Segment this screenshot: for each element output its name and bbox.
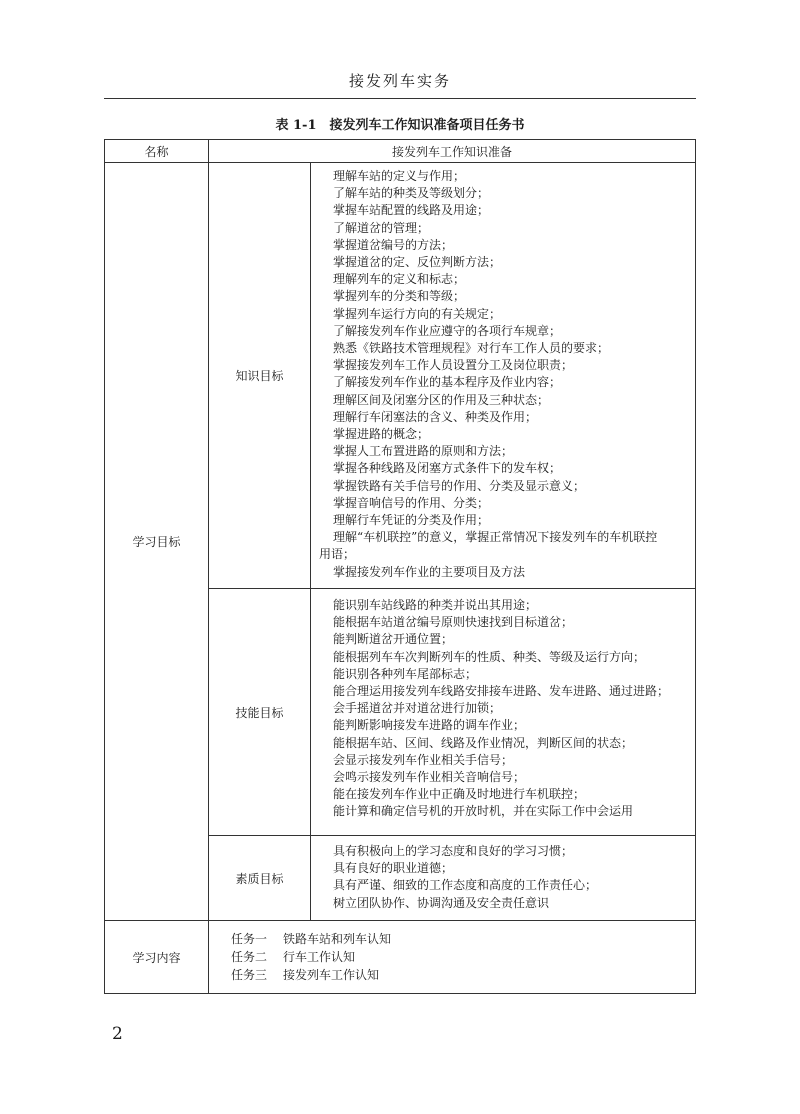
header-name-cell: 名称: [105, 140, 209, 163]
table-header-row: [105, 140, 696, 163]
list-item: 掌握铁路有关手信号的作用、分类及显示意义；: [333, 478, 586, 493]
list-item: [231, 966, 687, 984]
task-number: 任务三: [231, 967, 268, 982]
knowledge-row: [105, 163, 696, 589]
list-item: 熟悉《铁路技术管理规程》对行车工作人员的要求；: [333, 341, 610, 356]
header-content-cell: 接发列车工作知识准备: [209, 140, 696, 163]
list-item: 能合理运用接发列车线路安排接车进路、发车进路、通过进路；: [333, 684, 670, 699]
list-item: 掌握道岔的定、反位判断方法；: [333, 255, 502, 270]
list-item: 掌握音响信号的作用、分类；: [333, 495, 490, 510]
task-table: [104, 139, 696, 994]
list-item: 用语；: [319, 547, 356, 562]
content-row: [105, 921, 696, 994]
list-item: 掌握各种线路及闭塞方式条件下的发车权；: [333, 461, 562, 476]
list-item: 了解接发列车作业的基本程序及作业内容；: [333, 375, 562, 390]
list-item: 掌握车站配置的线路及用途；: [333, 203, 490, 218]
list-item: 能识别各种列车尾部标志；: [333, 666, 478, 681]
objectives-label: 学习目标: [105, 163, 209, 921]
list-item: 了解接发列车作业应遵守的各项行车规章；: [333, 323, 562, 338]
list-item: 掌握进路的概念；: [333, 427, 430, 442]
content-tasks: [209, 921, 696, 994]
list-item: 掌握列车运行方向的有关规定；: [333, 306, 502, 321]
list-item: 理解车站的定义与作用；: [333, 169, 466, 183]
list-item: 了解车站的种类及等级划分；: [333, 186, 490, 201]
list-item: 理解“车机联控”的意义，掌握正常情况下接发列车的车机联控: [333, 530, 658, 545]
list-item: 具有良好的职业道德；: [333, 861, 454, 876]
task-number: 任务一: [231, 931, 268, 946]
page-number: 2: [112, 1024, 123, 1044]
task-number: 任务二: [231, 949, 268, 964]
list-item: 会显示接发列车作业相关手信号；: [333, 752, 514, 767]
list-item: 树立团队协作、协调沟通及安全责任意识: [333, 895, 550, 910]
task-title: 行车工作认知: [283, 949, 356, 964]
list-item: 能在接发列车作业中正确及时地进行车机联控；: [333, 787, 586, 802]
list-item: 掌握接发列车工作人员设置分工及岗位职责；: [333, 358, 574, 373]
skill-items: [311, 589, 696, 836]
list-item: [231, 948, 687, 966]
list-item: 能根据车站道岔编号原则快速找到目标道岔；: [333, 615, 574, 630]
list-item: 掌握道岔编号的方法；: [333, 237, 454, 252]
list-item: 理解列车的定义和标志；: [333, 272, 466, 287]
list-item: 能根据车站、区间、线路及作业情况，判断区间的状态；: [333, 735, 634, 750]
list-item: 会鸣示接发列车作业相关音响信号；: [333, 770, 526, 785]
list-item: 能判断影响接发车进路的调车作业；: [333, 718, 526, 733]
knowledge-label: 知识目标: [209, 163, 311, 589]
task-title: 铁路车站和列车认知: [283, 931, 392, 946]
list-item: 能识别车站线路的种类并说出其用途；: [333, 598, 538, 612]
list-item: 能计算和确定信号机的开放时机，并在实际工作中会运用: [333, 804, 634, 819]
list-item: 理解区间及闭塞分区的作用及三种状态；: [333, 392, 550, 407]
content-label: 学习内容: [105, 921, 209, 994]
list-item: 掌握人工布置进路的原则和方法；: [333, 444, 514, 459]
list-item: 理解行车闭塞法的含义、种类及作用；: [333, 409, 538, 424]
quality-items: [311, 836, 696, 921]
list-item: 掌握列车的分类和等级；: [333, 289, 466, 304]
list-item: 理解行车凭证的分类及作用；: [333, 513, 490, 528]
list-item: 会手摇道岔并对道岔进行加锁；: [333, 701, 502, 716]
list-item: 掌握接发列车作业的主要项目及方法: [333, 564, 526, 579]
list-item: 了解道岔的管理；: [333, 220, 430, 235]
list-item: [231, 930, 687, 948]
running-head: 接发列车实务: [348, 72, 451, 90]
list-item: 具有严谨、细致的工作态度和高度的工作责任心；: [333, 878, 598, 893]
list-item: 能根据列车车次判断列车的性质、种类、等级及运行方向；: [333, 649, 646, 664]
list-item: 能判断道岔开通位置；: [333, 632, 454, 647]
list-item: 具有积极向上的学习态度和良好的学习习惯；: [333, 844, 574, 858]
table-caption: 表 1-1 接发列车工作知识准备项目任务书: [275, 118, 525, 133]
task-title: 接发列车工作认知: [283, 967, 380, 982]
quality-label: 素质目标: [209, 836, 311, 921]
skill-label: 技能目标: [209, 589, 311, 836]
header-rule: [104, 98, 696, 99]
knowledge-items: [311, 163, 696, 589]
